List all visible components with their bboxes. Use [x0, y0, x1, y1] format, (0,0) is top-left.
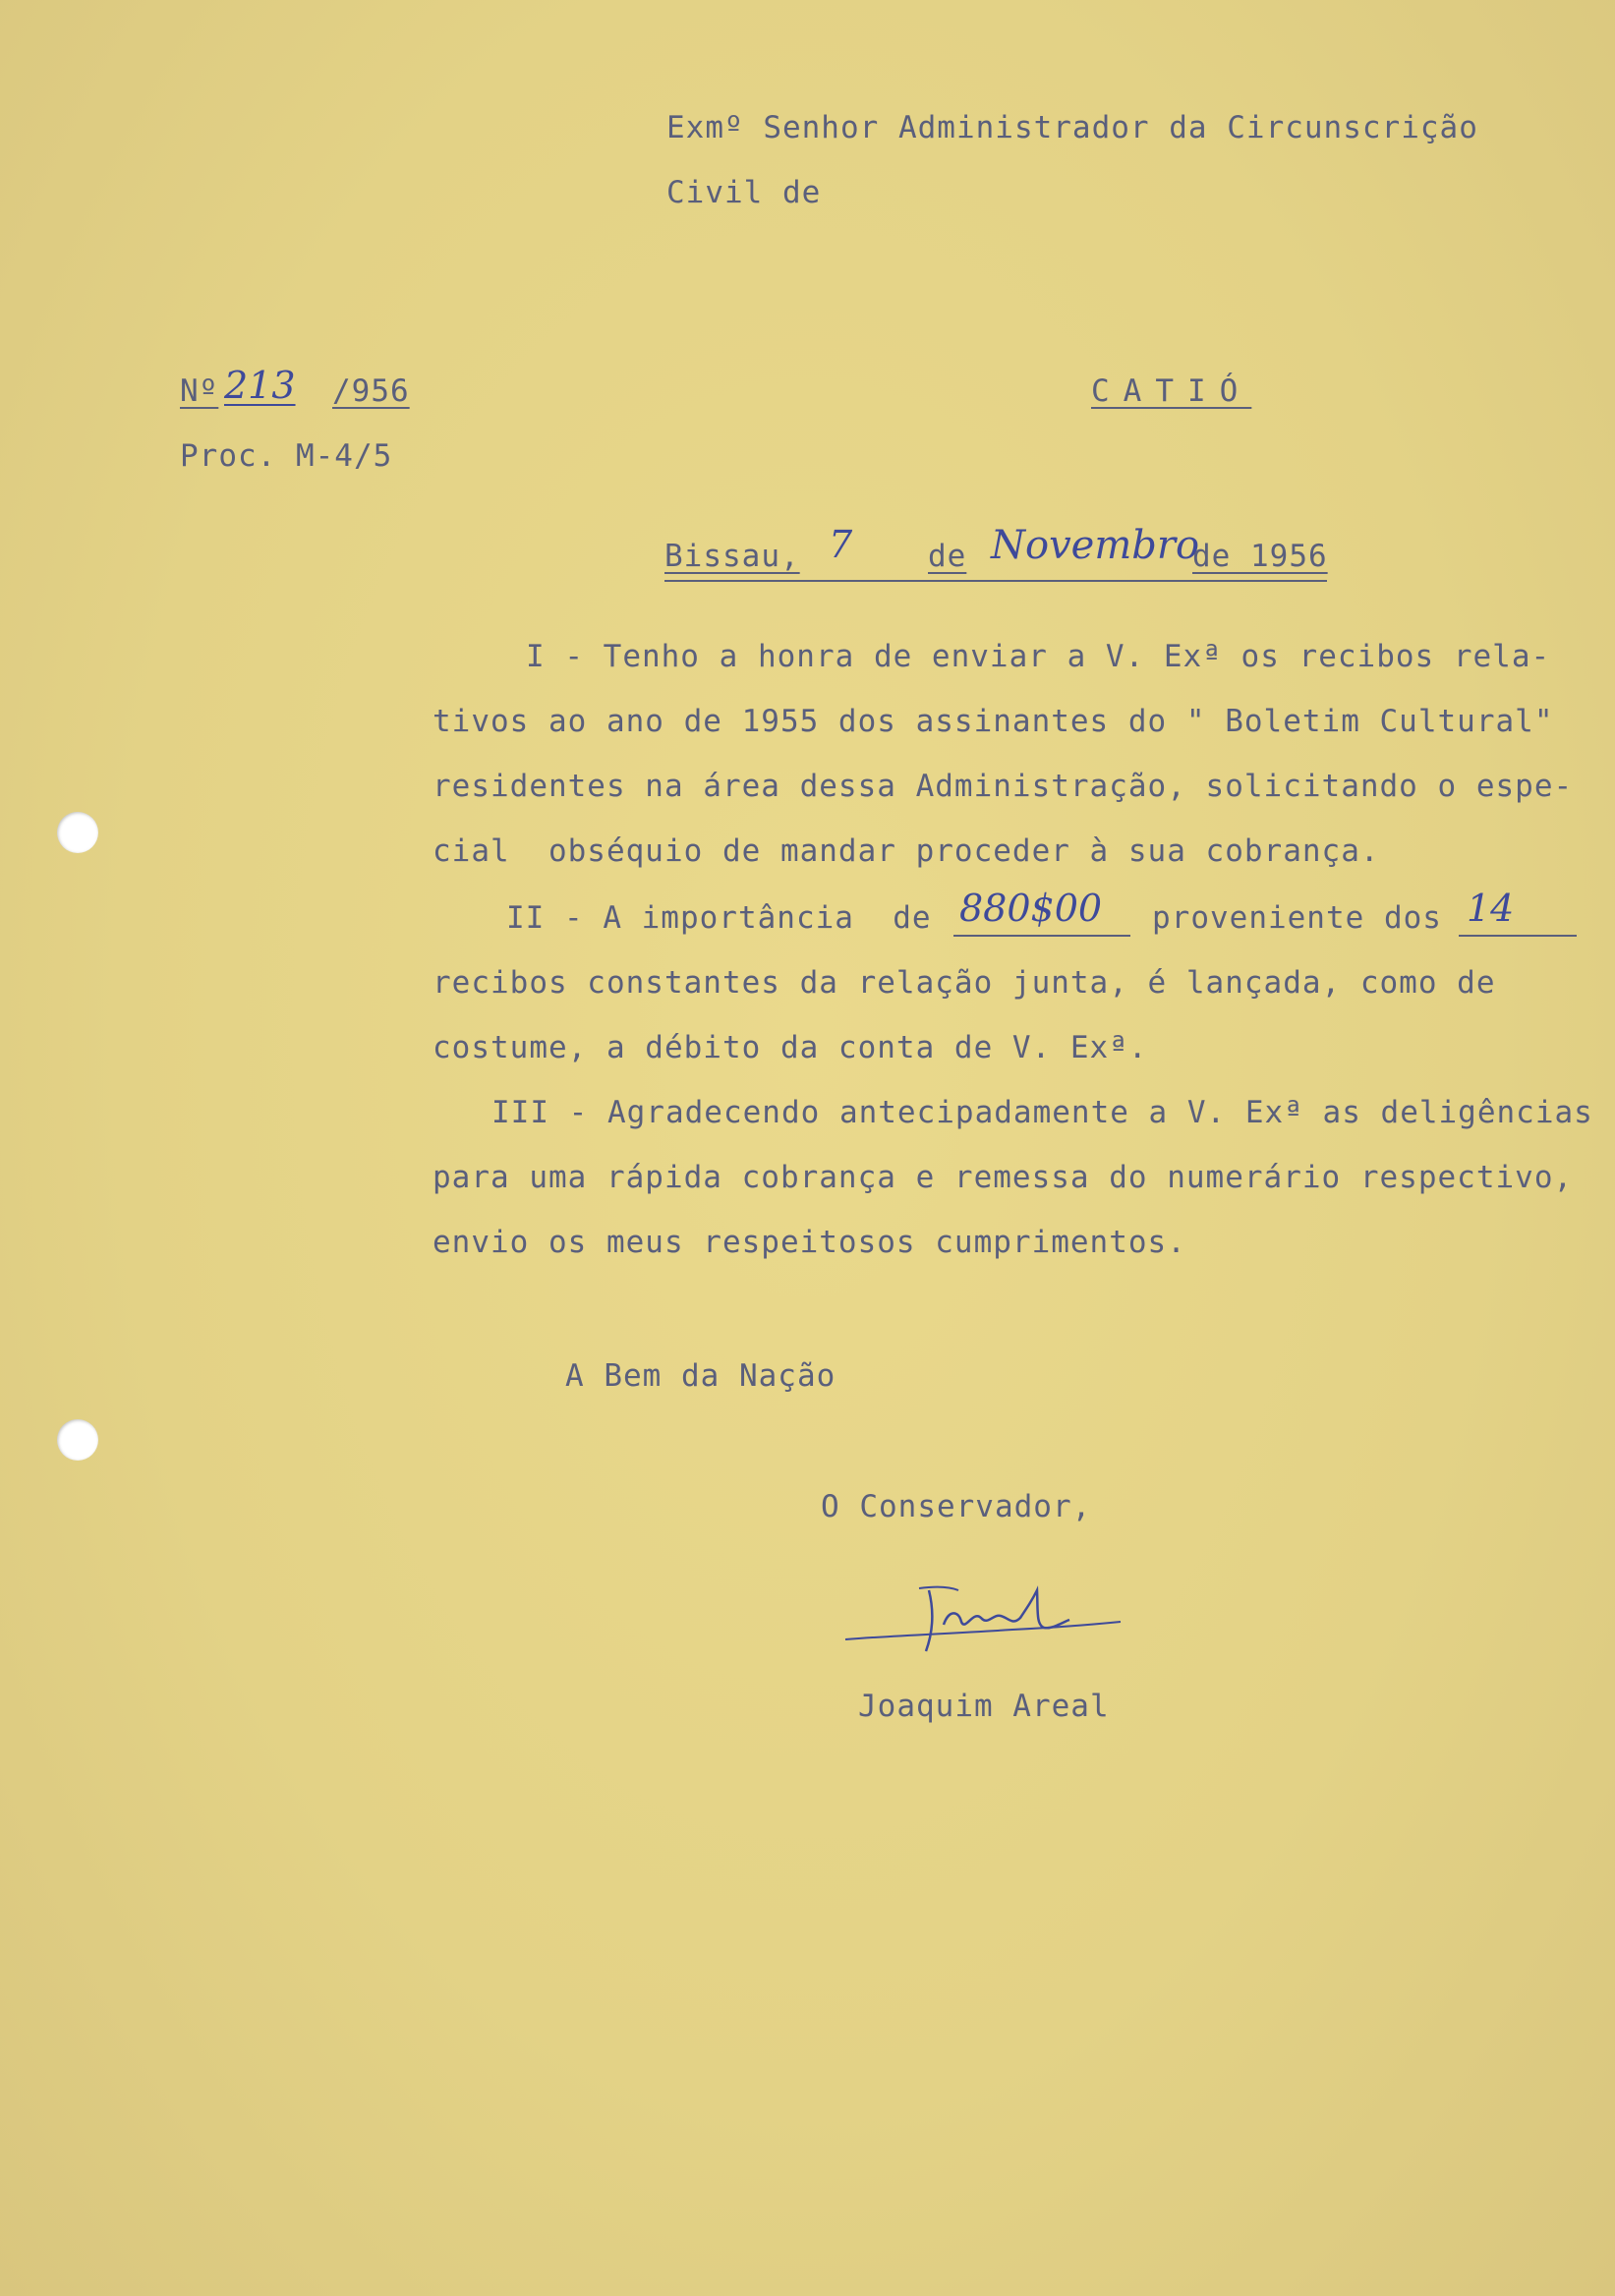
amount-underline [953, 935, 1130, 937]
reference-prefix: Nº [180, 373, 219, 409]
p1-line-2: tivos ao ano de 1955 dos assinantes do " Boletim Cultural" [433, 704, 1554, 739]
p2-count-handwritten: 14 [1467, 887, 1515, 930]
closing-salutation: A Bem da Nação [565, 1358, 836, 1394]
handwritten-signature [836, 1571, 1130, 1669]
dateline-city: Bissau, [664, 539, 800, 574]
p2-mid: proveniente dos [1152, 900, 1442, 936]
signatory-name: Joaquim Areal [858, 1689, 1110, 1724]
p3-line-2: para uma rápida cobrança e remessa do numerário respectivo, [433, 1160, 1574, 1195]
dateline-year: de 1956 [1192, 539, 1328, 574]
reference-number-handwritten: 213 [224, 364, 296, 407]
dateline-underline [664, 580, 1327, 582]
addressee-line-2: Civil de [666, 175, 822, 210]
punch-hole-bottom [57, 1419, 98, 1461]
addressee-line-1: Exmº Senhor Administrador da Circunscrição [666, 110, 1478, 145]
dateline-de: de [928, 539, 967, 574]
p1-line-4: cial obséquio de mandar proceder à sua cobrança. [433, 833, 1380, 869]
p3-line-3: envio os meus respeitosos cumprimentos. [433, 1225, 1186, 1260]
reference-year: /956 [332, 373, 410, 409]
p1-line-3: residentes na área dessa Administração, solicitando o espe- [433, 769, 1574, 804]
dateline-month-handwritten: Novembro [991, 523, 1200, 568]
p2-amount-handwritten: 880$00 [959, 887, 1103, 930]
p3-line-1: III - Agradecendo antecipadamente a V. Exª as deligências [491, 1095, 1593, 1130]
closing-title: O Conservador, [821, 1489, 1092, 1524]
count-underline [1459, 935, 1577, 937]
p1-line-1: I - Tenho a honra de enviar a V. Exª os recibos rela- [526, 639, 1551, 674]
process-reference: Proc. M-4/5 [180, 438, 393, 474]
punch-hole-top [57, 812, 98, 853]
p2-line-2: recibos constantes da relação junta, é lançada, como de [433, 965, 1496, 1001]
dateline-day-handwritten: 7 [829, 523, 853, 566]
p2-start: II - A importância de [506, 900, 932, 936]
p2-line-3: costume, a débito da conta de V. Exª. [433, 1030, 1148, 1065]
destination: CATIÓ [1091, 373, 1252, 409]
